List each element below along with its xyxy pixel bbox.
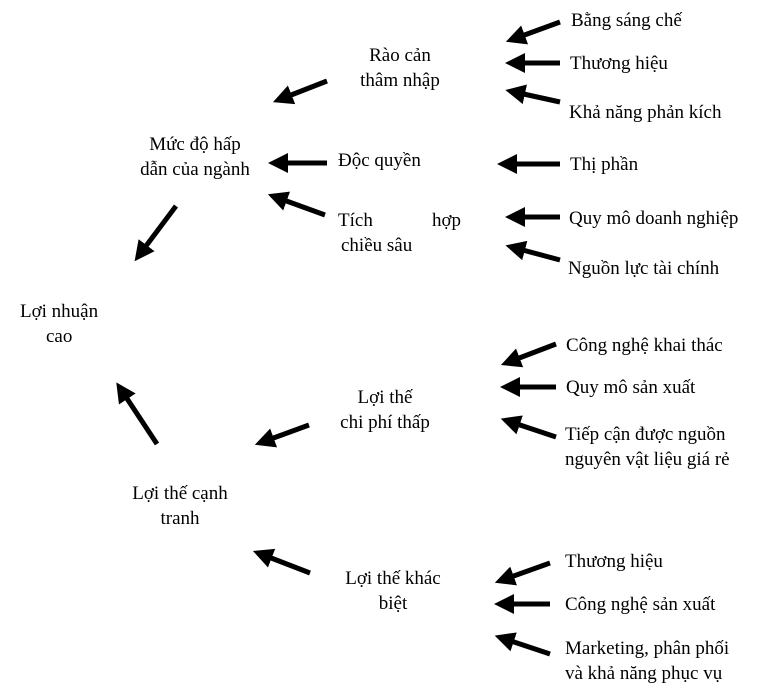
leaf-patent: Bằng sáng chế <box>571 10 682 31</box>
arrow-competitive-to-profit <box>124 394 157 444</box>
leaf-marketing-line2: và khả năng phục vụ <box>565 663 723 684</box>
leaf-extraction-tech: Công nghệ khai thác <box>566 335 723 356</box>
node-barriers-line2: thâm nhập <box>360 70 440 91</box>
arrow-patent-to-barriers <box>519 22 560 37</box>
leaf-cheap-materials-line1: Tiếp cận được nguồn <box>565 424 726 445</box>
arrow-extraction-tech-to-lowcost <box>514 344 556 360</box>
node-integration-word2: hợp <box>432 210 462 231</box>
leaf-production-tech: Công nghệ sản xuất <box>565 594 716 615</box>
node-integration-line2: chiều sâu <box>341 235 413 256</box>
node-profit-line2: cao <box>46 326 73 347</box>
node-integration <box>338 208 468 258</box>
node-profit-line1: Lợi nhuận <box>20 301 99 322</box>
arrow-retaliation-to-barriers <box>519 93 560 102</box>
node-profit <box>20 299 98 349</box>
arrow-lowcost-to-competitive <box>268 425 309 440</box>
node-differentiation <box>328 566 458 616</box>
node-differentiation-line2: biệt <box>378 593 408 614</box>
leaf-market-share: Thị phần <box>570 154 639 175</box>
arrow-marketing-to-differentiation <box>508 640 550 654</box>
arrow-brand-to-differentiation <box>508 563 550 578</box>
leaf-production-scale: Quy mô sản xuất <box>566 377 696 398</box>
node-competitive <box>120 481 240 531</box>
node-low-cost-line2: chi phí thấp <box>340 412 430 433</box>
node-differentiation-line1: Lợi thế khác <box>345 568 441 589</box>
arrow-barriers-to-attractiveness <box>286 81 327 97</box>
leaf-cheap-materials <box>565 422 730 472</box>
node-attractiveness <box>130 132 260 182</box>
node-monopoly: Độc quyền <box>338 150 421 171</box>
leaf-marketing-line1: Marketing, phân phối <box>565 638 730 659</box>
node-attractiveness-line2: dẫn của ngành <box>140 159 250 180</box>
node-integration-word1: Tích <box>338 210 373 231</box>
leaf-diff-brand: Thương hiệu <box>565 551 663 572</box>
arrow-attractiveness-to-profit <box>143 206 176 250</box>
node-low-cost-line1: Lợi thế <box>357 387 413 408</box>
leaf-firm-size: Quy mô doanh nghiệp <box>569 208 739 229</box>
node-competitive-line2: tranh <box>160 508 200 529</box>
leaf-marketing <box>565 636 729 686</box>
node-barriers <box>345 43 455 93</box>
leaf-retaliation: Khả năng phản kích <box>569 102 722 123</box>
arrow-cheap-materials-to-lowcost <box>514 423 556 437</box>
leaf-brand: Thương hiệu <box>570 53 668 74</box>
arrow-integration-to-attractiveness <box>281 199 325 215</box>
arrow-differentiation-to-competitive <box>266 556 310 573</box>
leaf-financial-resources: Nguồn lực tài chính <box>568 258 720 279</box>
node-attractiveness-line1: Mức độ hấp <box>149 134 241 155</box>
node-barriers-line1: Rào cản <box>369 45 431 66</box>
node-low-cost <box>325 385 445 435</box>
leaf-cheap-materials-line2: nguyên vật liệu giá rẻ <box>565 449 730 470</box>
arrow-finance-to-integration <box>519 249 560 260</box>
node-competitive-line1: Lợi thế cạnh <box>132 483 228 504</box>
